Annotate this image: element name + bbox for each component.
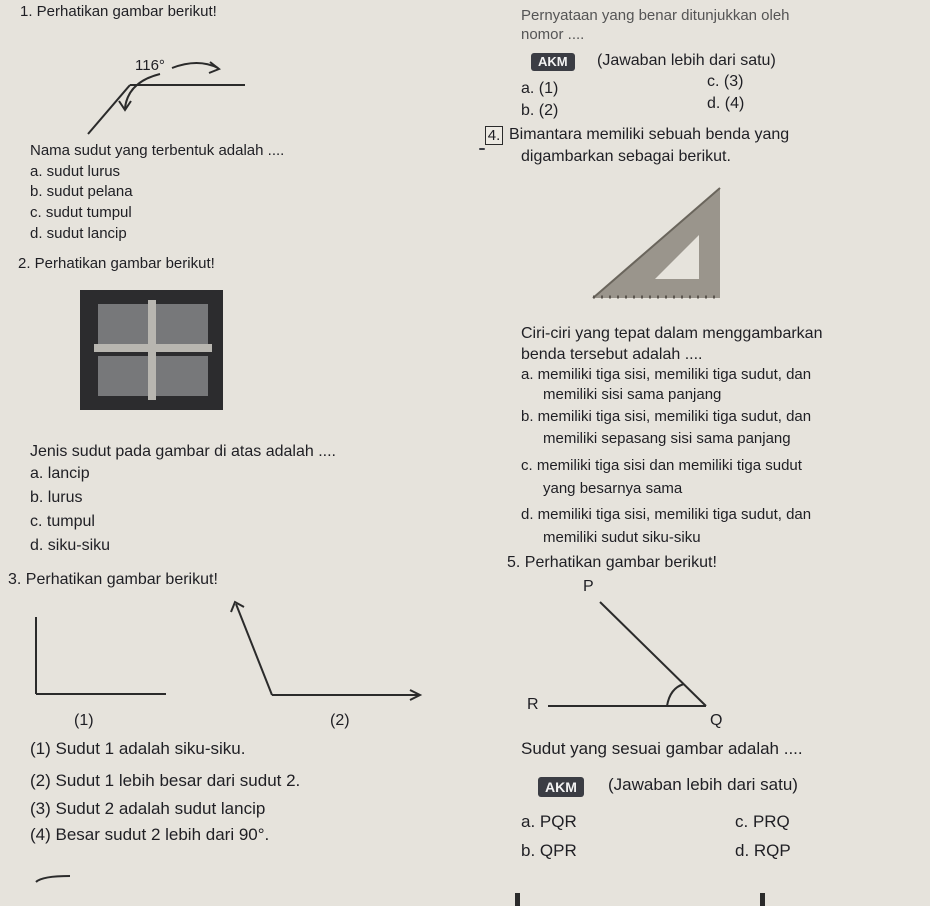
- q4-option-b-line2[interactable]: memiliki sepasang sisi sama panjang: [543, 430, 791, 447]
- q2-prompt: 2. Perhatikan gambar berikut!: [18, 255, 215, 272]
- q3-fig1-label: (1): [74, 712, 94, 729]
- q1-question: Nama sudut yang terbentuk adalah ....: [30, 142, 285, 159]
- q5-angle-figure: [548, 602, 706, 706]
- q3-option-d[interactable]: d. (4): [707, 95, 745, 112]
- q2-option-b[interactable]: b. lurus: [30, 489, 83, 506]
- q5-point-r: R: [527, 696, 539, 713]
- q4-line1: Bimantara memiliki sebuah benda yang: [509, 126, 790, 143]
- q4-set-square-figure: [593, 188, 720, 298]
- q5-option-d[interactable]: d. RQP: [735, 841, 791, 860]
- page-bottom-fragments: [36, 876, 765, 906]
- q1-option-b[interactable]: b. sudut pelana: [30, 183, 133, 200]
- q1-option-d[interactable]: d. sudut lancip: [30, 225, 127, 242]
- q4-option-a-line1[interactable]: a. memiliki tiga sisi, memiliki tiga sudut, dan: [521, 366, 812, 383]
- q4-question-line1: Ciri-ciri yang tepat dalam menggambarkan: [521, 325, 823, 342]
- q5-option-a[interactable]: a. PQR: [521, 812, 577, 831]
- q5-option-c[interactable]: c. PRQ: [735, 812, 790, 831]
- q4-option-c-line2[interactable]: yang besarnya sama: [543, 480, 683, 497]
- q3-followup-line2: nomor ....: [521, 26, 585, 43]
- q3-statement-2: (2) Sudut 1 lebih besar dari sudut 2.: [30, 771, 301, 790]
- q3-option-b[interactable]: b. (2): [521, 102, 559, 119]
- q2-question: Jenis sudut pada gambar di atas adalah ....: [30, 443, 336, 460]
- q3-akm-badge: AKM: [531, 53, 575, 71]
- q5-point-q: Q: [710, 712, 723, 729]
- q1-prompt: 1. Perhatikan gambar berikut!: [20, 3, 217, 20]
- q4-small-badge: [479, 148, 485, 150]
- q1-angle-figure: [88, 62, 245, 134]
- q4-option-b-line1[interactable]: b. memiliki tiga sisi, memiliki tiga sudut, dan: [521, 408, 812, 425]
- q3-akm-note: (Jawaban lebih dari satu): [597, 52, 776, 69]
- q4-number-box: 4.: [485, 126, 503, 145]
- q1-option-c[interactable]: c. sudut tumpul: [30, 204, 132, 221]
- q4-option-a-line2[interactable]: memiliki sisi sama panjang: [543, 386, 722, 403]
- q2-option-c[interactable]: c. tumpul: [30, 513, 95, 530]
- q3-statement-4: (4) Besar sudut 2 lebih dari 90°.: [30, 825, 270, 844]
- q4-option-d-line1[interactable]: d. memiliki tiga sisi, memiliki tiga sudut, dan: [521, 506, 812, 523]
- q3-option-a[interactable]: a. (1): [521, 80, 559, 97]
- q4-option-c-line1[interactable]: c. memiliki tiga sisi dan memiliki tiga sudut: [521, 457, 802, 474]
- q2-option-a[interactable]: a. lancip: [30, 465, 90, 482]
- q1-angle-label: 116°: [135, 57, 165, 74]
- q5-point-p: P: [583, 578, 594, 595]
- q2-option-d[interactable]: d. siku-siku: [30, 537, 111, 554]
- q3-fig2-label: (2): [330, 712, 350, 729]
- q1-option-a[interactable]: a. sudut lurus: [30, 163, 121, 180]
- q4-line2: digambarkan sebagai berikut.: [521, 148, 731, 165]
- q3-statement-1: (1) Sudut 1 adalah siku-siku.: [30, 739, 246, 758]
- q3-option-c[interactable]: c. (3): [707, 73, 744, 90]
- q5-option-b[interactable]: b. QPR: [521, 841, 577, 860]
- q5-akm-badge: AKM: [538, 777, 584, 797]
- q3-angle1-figure: [36, 617, 166, 694]
- q3-angle2-figure: [231, 602, 420, 700]
- q4-option-d-line2[interactable]: memiliki sudut siku-siku: [543, 529, 701, 546]
- q3-prompt: 3. Perhatikan gambar berikut!: [8, 571, 218, 588]
- q5-prompt: 5. Perhatikan gambar berikut!: [507, 554, 717, 571]
- q3-followup-line1: Pernyataan yang benar ditunjukkan oleh: [521, 7, 790, 24]
- q2-window-figure: [80, 290, 223, 410]
- q5-question: Sudut yang sesuai gambar adalah ....: [521, 739, 803, 758]
- q3-statement-3: (3) Sudut 2 adalah sudut lancip: [30, 799, 266, 818]
- q5-akm-note: (Jawaban lebih dari satu): [608, 775, 798, 794]
- q4-question-line2: benda tersebut adalah ....: [521, 346, 703, 363]
